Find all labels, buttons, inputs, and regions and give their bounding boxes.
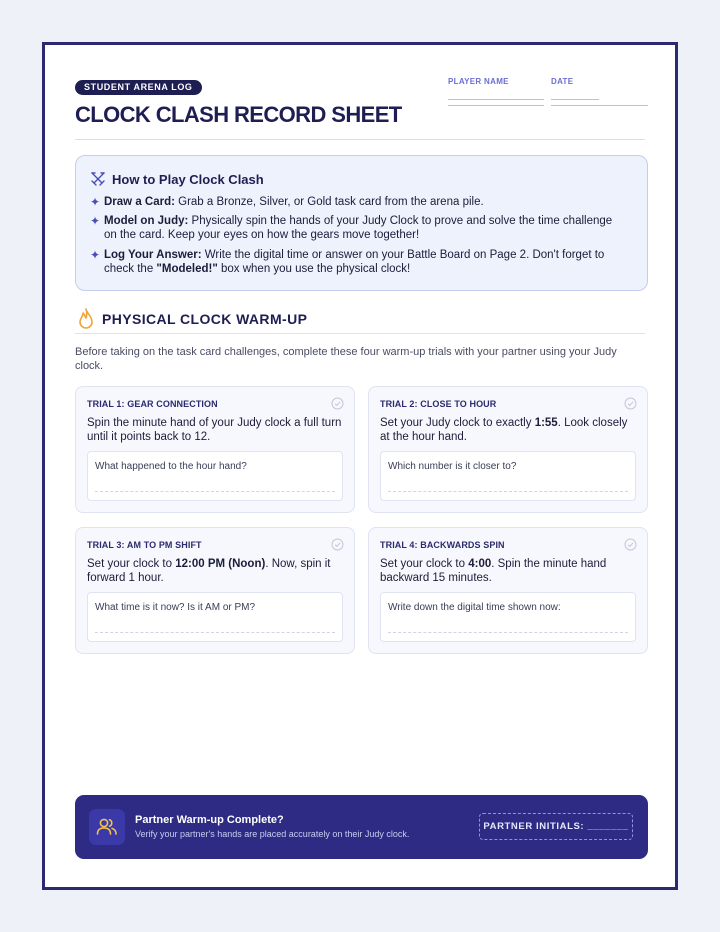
footer-title: Partner Warm-up Complete? — [135, 814, 284, 826]
trial-card-2 — [368, 386, 648, 513]
player-name-label: PLAYER NAME — [448, 77, 509, 86]
record-sheet — [42, 42, 678, 890]
step-log-answer — [90, 248, 627, 276]
answer-box[interactable] — [87, 592, 343, 642]
step-emphasis: "Modeled!" — [156, 263, 218, 275]
answer-prompt: What time is it now? Is it AM or PM? — [95, 602, 256, 613]
answer-line — [388, 491, 628, 492]
step-lead: Model on Judy: — [104, 215, 189, 227]
section-divider — [75, 333, 645, 334]
step-draw-card — [90, 195, 627, 209]
trial-label: TRIAL 3: AM TO PM SHIFT — [87, 540, 202, 550]
answer-box[interactable] — [380, 451, 636, 501]
answer-box[interactable] — [87, 451, 343, 501]
partners-icon — [89, 809, 125, 845]
trial-description: Spin the minute hand of your Judy clock a full turn until it points back to 12. — [87, 417, 342, 443]
trial-card-4 — [368, 527, 648, 654]
trial-description: Set your Judy clock to exactly 1:55. Look closely at the hour hand. — [380, 417, 628, 443]
answer-prompt: What happened to the hour hand? — [95, 461, 247, 472]
check-circle-icon[interactable] — [331, 538, 344, 551]
answer-box[interactable] — [380, 592, 636, 642]
answer-prompt: Write down the digital time shown now: — [388, 602, 561, 613]
sparkle-icon: ✦ — [90, 195, 101, 209]
trial-label: TRIAL 1: GEAR CONNECTION — [87, 399, 218, 409]
trial-description: Set your clock to 12:00 PM (Noon). Now, spin it forward 1 hour. — [87, 558, 331, 584]
answer-line — [95, 491, 335, 492]
date-line-2[interactable] — [551, 105, 648, 106]
trial-label: TRIAL 4: BACKWARDS SPIN — [380, 540, 505, 550]
how-to-play-title: How to Play Clock Clash — [112, 172, 264, 187]
step-text: Physically spin the hands of your Judy Clock to prove and solve the time challenge on the card. Keep your eyes on how the gears move together! — [104, 215, 613, 241]
sparkle-icon: ✦ — [90, 214, 101, 228]
date-line-1[interactable] — [551, 99, 599, 100]
trial-description: Set your clock to 4:00. Spin the minute hand backward 15 minutes. — [380, 558, 607, 584]
partner-check-banner — [75, 795, 648, 859]
partners-icon-box — [89, 809, 125, 845]
header-divider — [75, 139, 645, 140]
player-name-line-2[interactable] — [448, 105, 544, 106]
step-model-on-judy — [90, 214, 627, 242]
page-title: CLOCK CLASH RECORD SHEET — [75, 102, 402, 127]
flame-icon — [77, 308, 95, 330]
step-lead: Log Your Answer: — [104, 249, 202, 261]
arena-log-badge: STUDENT ARENA LOG — [75, 80, 202, 95]
section-title: PHYSICAL CLOCK WARM-UP — [102, 311, 308, 327]
footer-subtitle: Verify your partner's hands are placed accurately on their Judy clock. — [135, 829, 410, 839]
step-tail: box when you use the physical clock! — [217, 263, 411, 275]
answer-prompt: Which number is it closer to? — [388, 461, 517, 472]
section-intro: Before taking on the task card challenges, complete these four warm-up trials with your partner using your Judy clock. — [75, 346, 617, 372]
player-name-line-1[interactable] — [448, 99, 544, 100]
date-label: DATE — [551, 77, 574, 86]
check-circle-icon[interactable] — [331, 397, 344, 410]
trial-card-3 — [75, 527, 355, 654]
answer-line — [95, 632, 335, 633]
step-text: Grab a Bronze, Silver, or Gold task card from the arena pile. — [174, 196, 484, 208]
trial-card-1 — [75, 386, 355, 513]
trial-label: TRIAL 2: CLOSE TO HOUR — [380, 399, 497, 409]
step-lead: Draw a Card: — [104, 196, 175, 208]
crossed-swords-icon — [90, 171, 106, 187]
how-to-play-panel — [75, 155, 648, 291]
step-text: Write the digital time or answer on your Battle Board on Page 2. Don't forget to check the — [104, 249, 605, 275]
partner-initials-field[interactable]: PARTNER INITIALS: _______ — [479, 813, 633, 840]
answer-line — [388, 632, 628, 633]
check-circle-icon[interactable] — [624, 538, 637, 551]
check-circle-icon[interactable] — [624, 397, 637, 410]
sparkle-icon: ✦ — [90, 248, 101, 262]
